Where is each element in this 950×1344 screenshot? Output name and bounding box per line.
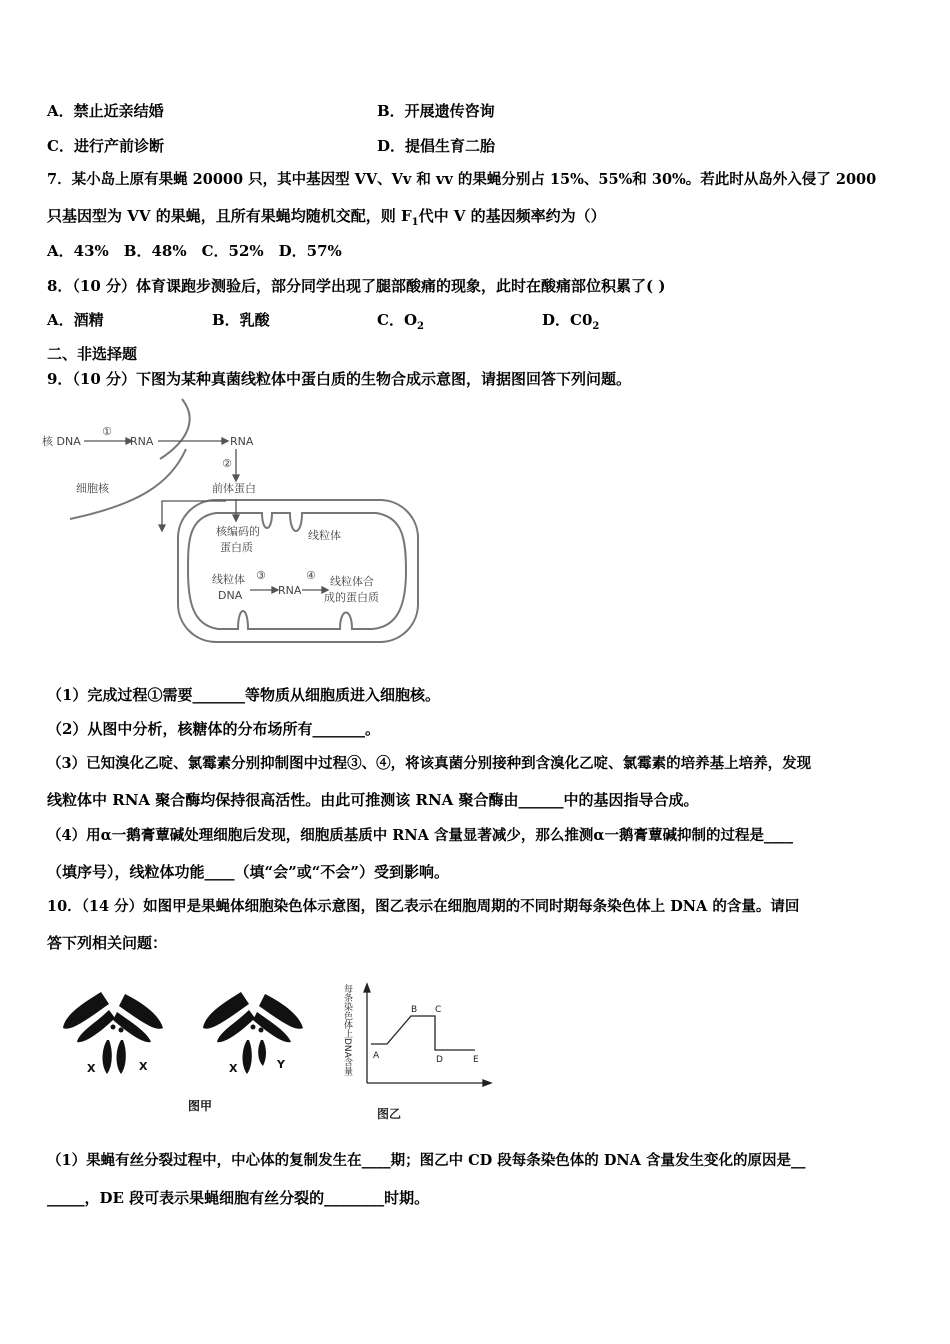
q7-stem-line2: 只基因型为 VV 的果蝇，且所有果蝇均随机交配，则 $F_1$代中 V 的基因频率约为（）: [47, 207, 606, 228]
graph-point-a: A: [373, 1051, 380, 1061]
q9-sub3-line1: （3）已知溴化乙啶、氯霉素分别抑制图中过程③、④，将该真菌分别接种到含溴化乙啶、氯霉素的培养基上培养，发现: [47, 755, 812, 772]
fig-mt-dna-2: DNA: [218, 589, 243, 602]
graph-point-c: C: [435, 1005, 442, 1015]
fig-nuclear-encoded-1: 核编码的: [216, 525, 260, 538]
fig-mitochondrion-label: 线粒体: [308, 529, 341, 542]
q9-sub4-line2: （填序号），线粒体功能____（填“会”或“不会”）受到影响。: [47, 863, 450, 881]
q8-stem: 8．（10 分）体育课跑步测验后，部分同学出现了腿部酸痛的现象，此时在酸痛部位积累了( ): [47, 277, 666, 295]
karyotype-x-label-3: X: [229, 1062, 238, 1075]
q6-option-d: D．提倡生育二胎: [377, 137, 496, 155]
karyotype-x-label-1: X: [87, 1062, 96, 1075]
q10-karyotype-figure: [55, 980, 335, 1120]
q9-sub1: （1）完成过程①需要_______等物质从细胞质进入细胞核。: [47, 686, 440, 704]
karyotype-x-label-2: X: [139, 1060, 148, 1073]
karyotype-y-label: Y: [277, 1058, 285, 1071]
q8-option-a: A．酒精: [47, 311, 104, 329]
section-heading: 二、非选择题: [47, 345, 138, 363]
graph-y-axis-label: 每条染色体上DNA含量: [342, 984, 352, 1076]
q9-stem: 9．（10 分）下图为某种真菌线粒体中蛋白质的生物合成示意图，请据图回答下列问题。: [47, 370, 632, 388]
q8-option-d: D．$C0_2$: [542, 311, 600, 332]
graph-point-d: D: [436, 1055, 443, 1065]
fig-nuclear-encoded-2: 蛋白质: [220, 541, 253, 554]
fig-step-3: ③: [256, 569, 266, 582]
q6-option-b: B．开展遗传咨询: [377, 102, 495, 120]
q10-sub1-line2: _____，DE 段可表示果蝇细胞有丝分裂的________时期。: [47, 1189, 430, 1207]
fig-mt-protein-1: 线粒体合: [330, 575, 374, 588]
q10-stem-line2: 答下列相关问题：: [47, 934, 168, 952]
q6-option-c: C．进行产前诊断: [47, 137, 164, 155]
fig-mt-protein-2: 成的蛋白质: [324, 591, 379, 604]
q7-options: A．43% B．48% C．52% D．57%: [47, 242, 342, 260]
q9-sub3-line2: 线粒体中 RNA 聚合酶均保持很高活性。由此可推测该 RNA 聚合酶由______中的基因指导合成。: [47, 791, 699, 809]
fig-rna-label-3: RNA: [278, 584, 302, 597]
fig-mt-dna-1: 线粒体: [212, 573, 245, 586]
q9-sub2: （2）从图中分析，核糖体的分布场所有_______。: [47, 720, 380, 738]
fig-step-2: ②: [222, 457, 232, 470]
fig-rna-label-2: RNA: [230, 435, 254, 448]
graph-point-b: B: [411, 1005, 418, 1015]
q9-sub4-line1: （4）用α一鹅膏蕈碱处理细胞后发现，细胞质基质中 RNA 含量显著减少，那么推测α一鹅膏蕈碱抑制的过程是____: [47, 827, 794, 844]
fig-nuclear-dna-label: 核 DNA: [42, 435, 81, 448]
q8-option-c: C．$O_2$: [377, 311, 424, 332]
q8-option-b: B．乳酸: [212, 311, 270, 329]
q7-stem-line1: 7．某小岛上原有果蝇 20000 只，其中基因型 VV、Vv 和 vv 的果蝇分别占 15%、55%和 30%。若此时从岛外入侵了 2000: [47, 171, 877, 188]
fig-step-1: ①: [102, 425, 112, 438]
fig-yi-caption: 图乙: [377, 1107, 402, 1121]
fig-rna-label-1: RNA: [130, 435, 154, 448]
q10-dna-graph: [335, 978, 495, 1128]
graph-point-e: E: [473, 1055, 479, 1065]
fig-precursor-label: 前体蛋白: [212, 482, 256, 495]
fig-jia-caption: 图甲: [188, 1099, 213, 1113]
q10-stem-line1: 10．（14 分）如图甲是果蝇体细胞染色体示意图，图乙表示在细胞周期的不同时期每条染色体上 DNA 的含量。请回: [47, 898, 800, 915]
q6-option-a: A．禁止近亲结婚: [47, 102, 164, 120]
q9-mitochondria-figure: [40, 395, 420, 670]
fig-nucleus-label: 细胞核: [76, 482, 109, 495]
q10-sub1-line1: （1）果蝇有丝分裂过程中，中心体的复制发生在____期；图乙中 CD 段每条染色体的 DNA 含量发生变化的原因是__: [47, 1152, 806, 1169]
fig-step-4: ④: [306, 569, 316, 582]
